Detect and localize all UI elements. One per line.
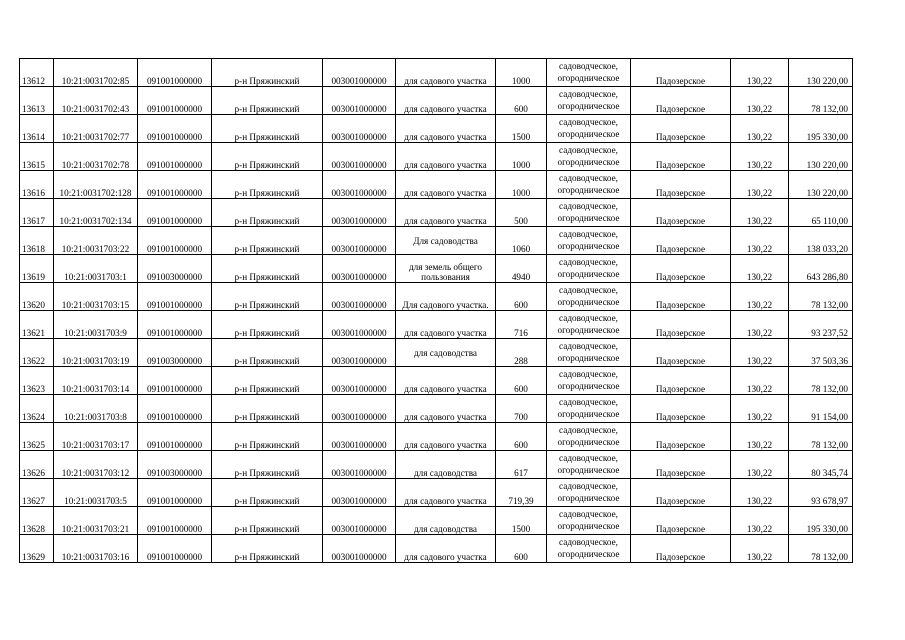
district-cell: р-н Пряжинский [212,423,323,451]
specific-value-cell: 130,22 [731,227,789,255]
cadastral-value-cell: 78 132,00 [789,283,853,311]
permitted-use-cell: для садового участка [396,395,496,423]
settlement-cell: Падозерское [631,507,731,535]
district-cell: р-н Пряжинский [212,311,323,339]
cadastral-value-cell: 130 220,00 [789,59,853,87]
land-category-cell: садоводческое, огородническое [547,311,631,339]
settlement-cell: Падозерское [631,255,731,283]
table-row [20,451,853,479]
area-cell: 617 [496,451,547,479]
row-number-cell: 13623 [20,367,54,395]
row-number-cell: 13619 [20,255,54,283]
permitted-use-cell: для садового участка [396,171,496,199]
cadastral-number-cell: 10:21:0031703:14 [54,367,138,395]
settlement-cell: Падозерское [631,115,731,143]
table-row [20,283,853,311]
settlement-cell: Падозерское [631,199,731,227]
land-category-cell: садоводческое, огородническое [547,199,631,227]
table-row [20,535,853,563]
cadastral-number-cell: 10:21:0031703:16 [54,535,138,563]
specific-value-cell: 130,22 [731,199,789,227]
land-category-cell: садоводческое, огородническое [547,115,631,143]
okato-code-cell: 091001000000 [138,367,212,395]
okato-code-cell: 091001000000 [138,283,212,311]
land-category-cell: садоводческое, огородническое [547,507,631,535]
area-cell: 600 [496,367,547,395]
okato-code-cell: 091003000000 [138,451,212,479]
okato-code-cell: 091001000000 [138,311,212,339]
cadastral-value-cell: 195 330,00 [789,115,853,143]
specific-value-cell: 130,22 [731,339,789,367]
zone-code-cell: 003001000000 [323,507,396,535]
okato-code-cell: 091001000000 [138,115,212,143]
settlement-cell: Падозерское [631,479,731,507]
okato-code-cell: 091001000000 [138,395,212,423]
district-cell: р-н Пряжинский [212,451,323,479]
okato-code-cell: 091001000000 [138,507,212,535]
cadastral-value-cell: 93 237,52 [789,311,853,339]
permitted-use-cell: Для садоводства [396,227,496,255]
permitted-use-cell: для садового участка [396,535,496,563]
district-cell: р-н Пряжинский [212,395,323,423]
cadastral-value-cell: 78 132,00 [789,367,853,395]
cadastral-number-cell: 10:21:0031702:134 [54,199,138,227]
row-number-cell: 13612 [20,59,54,87]
cadastral-number-cell: 10:21:0031702:128 [54,171,138,199]
land-category-cell: садоводческое, огородническое [547,395,631,423]
cadastral-value-cell: 65 110,00 [789,199,853,227]
cadastral-number-cell: 10:21:0031702:85 [54,59,138,87]
zone-code-cell: 003001000000 [323,311,396,339]
settlement-cell: Падозерское [631,339,731,367]
settlement-cell: Падозерское [631,367,731,395]
permitted-use-cell: для садоводства [396,507,496,535]
cadastral-number-cell: 10:21:0031702:78 [54,143,138,171]
settlement-cell: Падозерское [631,535,731,563]
settlement-cell: Падозерское [631,59,731,87]
cadastral-number-cell: 10:21:0031702:43 [54,87,138,115]
district-cell: р-н Пряжинский [212,255,323,283]
table-row [20,171,853,199]
settlement-cell: Падозерское [631,311,731,339]
okato-code-cell: 091001000000 [138,171,212,199]
permitted-use-cell: для садового участка [396,143,496,171]
zone-code-cell: 003001000000 [323,171,396,199]
area-cell: 1060 [496,227,547,255]
row-number-cell: 13628 [20,507,54,535]
cadastral-value-cell: 93 678,97 [789,479,853,507]
cadastral-value-cell: 37 503,36 [789,339,853,367]
cadastral-value-cell: 138 033,20 [789,227,853,255]
cadastral-number-cell: 10:21:0031703:15 [54,283,138,311]
cadastral-value-cell: 130 220,00 [789,143,853,171]
district-cell: р-н Пряжинский [212,115,323,143]
permitted-use-cell: для садоводства [396,339,496,367]
cadastral-value-cell: 78 132,00 [789,423,853,451]
zone-code-cell: 003001000000 [323,143,396,171]
area-cell: 500 [496,199,547,227]
zone-code-cell: 003001000000 [323,115,396,143]
area-cell: 716 [496,311,547,339]
specific-value-cell: 130,22 [731,171,789,199]
okato-code-cell: 091001000000 [138,87,212,115]
permitted-use-cell: для садового участка [396,479,496,507]
specific-value-cell: 130,22 [731,507,789,535]
area-cell: 600 [496,283,547,311]
land-category-cell: садоводческое, огородническое [547,227,631,255]
district-cell: р-н Пряжинский [212,87,323,115]
cadastral-number-cell: 10:21:0031703:12 [54,451,138,479]
cadastral-number-cell: 10:21:0031703:8 [54,395,138,423]
zone-code-cell: 003001000000 [323,199,396,227]
permitted-use-cell: для садового участка [396,115,496,143]
land-category-cell: садоводческое, огородническое [547,255,631,283]
area-cell: 700 [496,395,547,423]
specific-value-cell: 130,22 [731,143,789,171]
table-row [20,395,853,423]
cadastral-number-cell: 10:21:0031703:17 [54,423,138,451]
specific-value-cell: 130,22 [731,311,789,339]
area-cell: 1500 [496,507,547,535]
specific-value-cell: 130,22 [731,395,789,423]
area-cell: 719,39 [496,479,547,507]
district-cell: р-н Пряжинский [212,507,323,535]
cadastral-number-cell: 10:21:0031703:22 [54,227,138,255]
area-cell: 288 [496,339,547,367]
permitted-use-cell: для садоводства [396,451,496,479]
zone-code-cell: 003001000000 [323,479,396,507]
row-number-cell: 13626 [20,451,54,479]
district-cell: р-н Пряжинский [212,339,323,367]
table-row [20,311,853,339]
table-row [20,227,853,255]
table-row [20,423,853,451]
cadastral-value-cell: 80 345,74 [789,451,853,479]
permitted-use-cell: для садового участка [396,367,496,395]
table-row [20,87,853,115]
okato-code-cell: 091001000000 [138,143,212,171]
okato-code-cell: 091001000000 [138,423,212,451]
land-category-cell: садоводческое, огородническое [547,87,631,115]
area-cell: 1000 [496,143,547,171]
district-cell: р-н Пряжинский [212,59,323,87]
settlement-cell: Падозерское [631,87,731,115]
zone-code-cell: 003001000000 [323,283,396,311]
area-cell: 600 [496,87,547,115]
table-row [20,339,853,367]
district-cell: р-н Пряжинский [212,171,323,199]
permitted-use-cell: для садового участка [396,59,496,87]
district-cell: р-н Пряжинский [212,535,323,563]
land-category-cell: садоводческое, огородническое [547,283,631,311]
settlement-cell: Падозерское [631,283,731,311]
cadastral-number-cell: 10:21:0031703:5 [54,479,138,507]
district-cell: р-н Пряжинский [212,479,323,507]
zone-code-cell: 003001000000 [323,59,396,87]
land-category-cell: садоводческое, огородническое [547,339,631,367]
zone-code-cell: 003001000000 [323,451,396,479]
zone-code-cell: 003001000000 [323,227,396,255]
row-number-cell: 13622 [20,339,54,367]
area-cell: 1500 [496,115,547,143]
specific-value-cell: 130,22 [731,535,789,563]
permitted-use-cell: для садового участка [396,311,496,339]
row-number-cell: 13621 [20,311,54,339]
cadastral-number-cell: 10:21:0031703:21 [54,507,138,535]
okato-code-cell: 091001000000 [138,227,212,255]
cadastral-value-cell: 91 154,00 [789,395,853,423]
row-number-cell: 13624 [20,395,54,423]
permitted-use-cell: для земель общего пользования [396,255,496,283]
permitted-use-cell: для садового участка [396,199,496,227]
zone-code-cell: 003001000000 [323,423,396,451]
area-cell: 1000 [496,59,547,87]
okato-code-cell: 091003000000 [138,255,212,283]
cadastral-number-cell: 10:21:0031703:9 [54,311,138,339]
zone-code-cell: 003001000000 [323,87,396,115]
cadastral-number-cell: 10:21:0031702:77 [54,115,138,143]
zone-code-cell: 003001000000 [323,395,396,423]
specific-value-cell: 130,22 [731,115,789,143]
cadastral-number-cell: 10:21:0031703:19 [54,339,138,367]
land-category-cell: садоводческое, огородническое [547,143,631,171]
land-category-cell: садоводческое, огородническое [547,423,631,451]
settlement-cell: Падозерское [631,227,731,255]
specific-value-cell: 130,22 [731,59,789,87]
district-cell: р-н Пряжинский [212,227,323,255]
cadastral-value-cell: 643 286,80 [789,255,853,283]
permitted-use-cell: для садового участка [396,423,496,451]
table-row [20,199,853,227]
specific-value-cell: 130,22 [731,87,789,115]
table-row [20,367,853,395]
permitted-use-cell: Для садового участка. [396,283,496,311]
okato-code-cell: 091001000000 [138,59,212,87]
land-category-cell: садоводческое, огородническое [547,171,631,199]
settlement-cell: Падозерское [631,143,731,171]
table-row [20,59,853,87]
row-number-cell: 13614 [20,115,54,143]
row-number-cell: 13618 [20,227,54,255]
cadastral-value-cell: 195 330,00 [789,507,853,535]
okato-code-cell: 091001000000 [138,199,212,227]
specific-value-cell: 130,22 [731,423,789,451]
zone-code-cell: 003001000000 [323,367,396,395]
table-row [20,115,853,143]
land-registry-table [19,58,853,563]
area-cell: 4940 [496,255,547,283]
row-number-cell: 13625 [20,423,54,451]
row-number-cell: 13613 [20,87,54,115]
table-row [20,255,853,283]
area-cell: 600 [496,535,547,563]
row-number-cell: 13615 [20,143,54,171]
cadastral-value-cell: 78 132,00 [789,87,853,115]
cadastral-number-cell: 10:21:0031703:1 [54,255,138,283]
settlement-cell: Падозерское [631,171,731,199]
settlement-cell: Падозерское [631,451,731,479]
zone-code-cell: 003001000000 [323,535,396,563]
specific-value-cell: 130,22 [731,367,789,395]
row-number-cell: 13629 [20,535,54,563]
row-number-cell: 13620 [20,283,54,311]
area-cell: 1000 [496,171,547,199]
zone-code-cell: 003001000000 [323,255,396,283]
row-number-cell: 13616 [20,171,54,199]
specific-value-cell: 130,22 [731,283,789,311]
district-cell: р-н Пряжинский [212,367,323,395]
land-category-cell: садоводческое, огородническое [547,367,631,395]
cadastral-value-cell: 130 220,00 [789,171,853,199]
settlement-cell: Падозерское [631,423,731,451]
row-number-cell: 13617 [20,199,54,227]
district-cell: р-н Пряжинский [212,199,323,227]
okato-code-cell: 091001000000 [138,479,212,507]
okato-code-cell: 091003000000 [138,339,212,367]
land-category-cell: садоводческое, огородническое [547,451,631,479]
row-number-cell: 13627 [20,479,54,507]
table-row [20,143,853,171]
specific-value-cell: 130,22 [731,451,789,479]
cadastral-value-cell: 78 132,00 [789,535,853,563]
permitted-use-cell: для садового участка [396,87,496,115]
specific-value-cell: 130,22 [731,255,789,283]
area-cell: 600 [496,423,547,451]
district-cell: р-н Пряжинский [212,143,323,171]
specific-value-cell: 130,22 [731,479,789,507]
settlement-cell: Падозерское [631,395,731,423]
land-category-cell: садоводческое, огородническое [547,59,631,87]
zone-code-cell: 003001000000 [323,339,396,367]
land-category-cell: садоводческое, огородническое [547,479,631,507]
okato-code-cell: 091001000000 [138,535,212,563]
land-category-cell: садоводческое, огородническое [547,535,631,563]
table-row [20,479,853,507]
district-cell: р-н Пряжинский [212,283,323,311]
table-row [20,507,853,535]
